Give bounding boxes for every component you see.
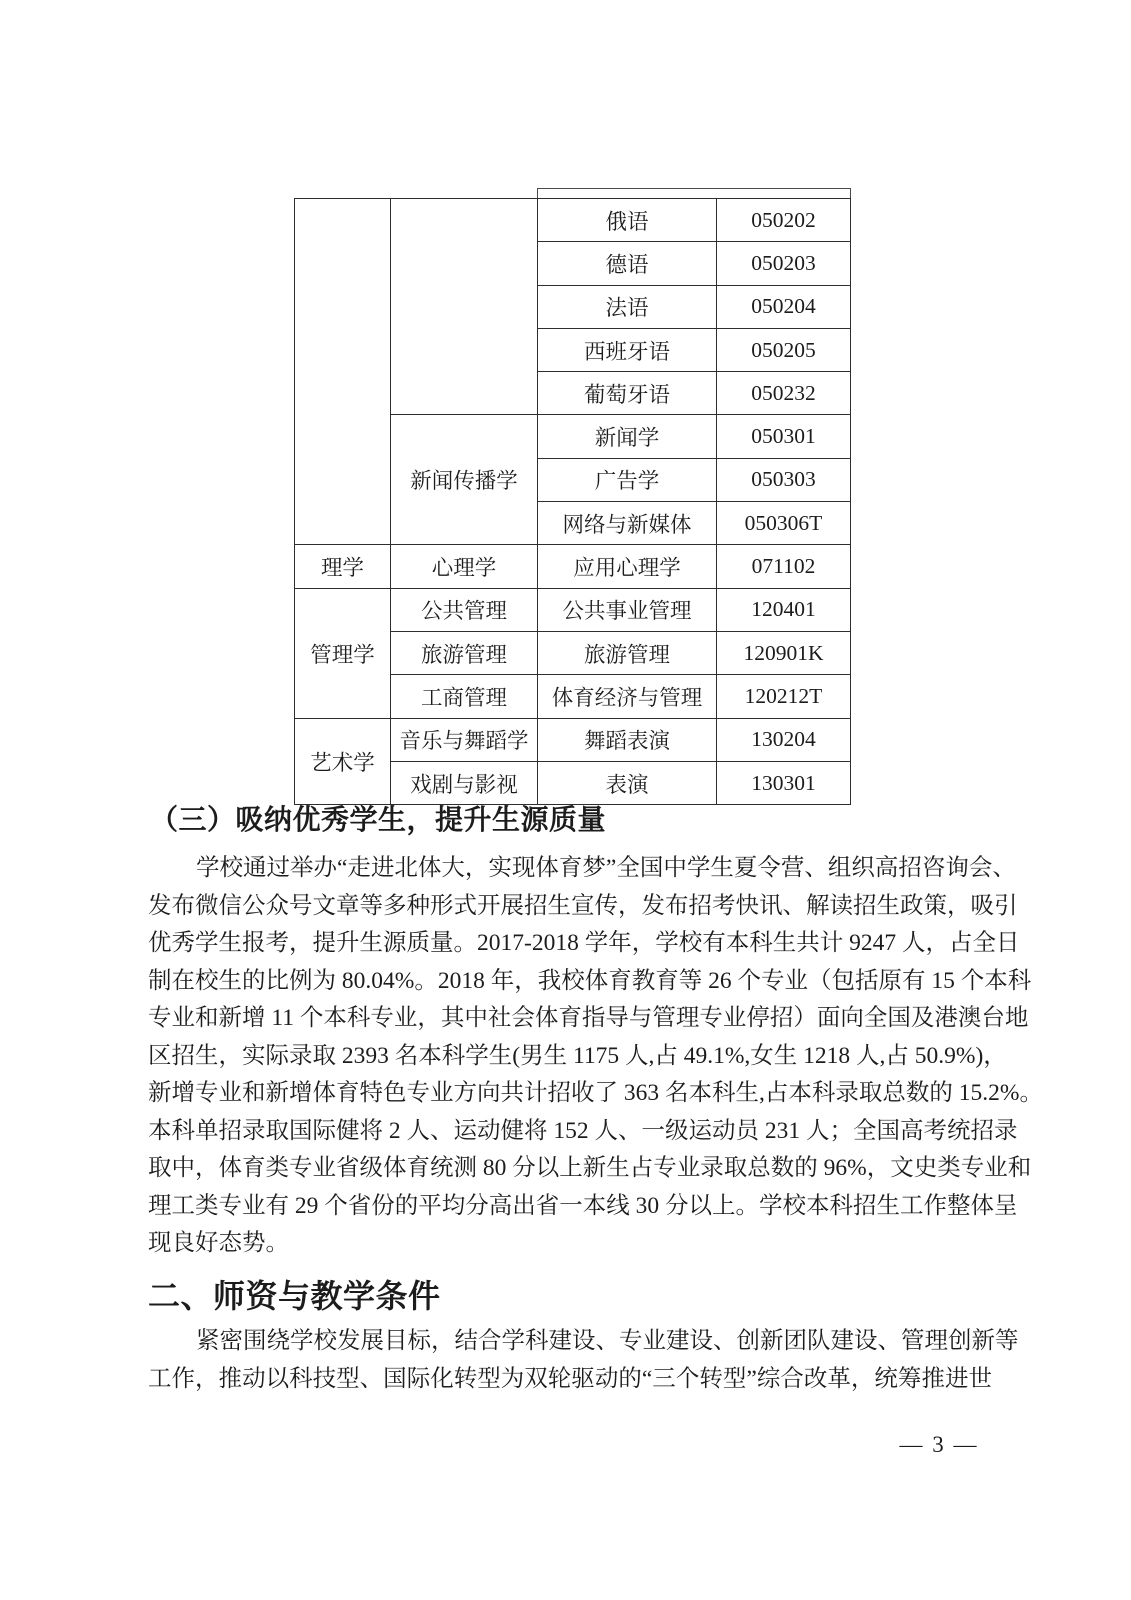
table-cell: 俄语 — [538, 199, 717, 242]
section-heading-enrollment: （三）吸纳优秀学生，提升生源质量 — [150, 804, 607, 835]
table-cell: 新闻学 — [538, 415, 717, 458]
table-cell: 071102 — [717, 545, 851, 588]
table-cell: 旅游管理 — [538, 631, 717, 674]
paragraph-line: 区招生，实际录取 2393 名本科学生(男生 1175 人,占 49.1%,女生 1218 人,占 50.9%)， — [148, 1042, 1007, 1069]
table-cell: 西班牙语 — [538, 328, 717, 371]
table-cell: 广告学 — [538, 458, 717, 501]
table-row — [295, 199, 851, 242]
table-cell: 050203 — [717, 242, 851, 285]
table-cell: 工商管理 — [391, 675, 538, 718]
table-row — [295, 588, 851, 631]
paragraph-line: 学校通过举办“走进北体大，实现体育梦”全国中学生夏令营、组织高招咨询会、 — [196, 855, 1016, 881]
table-cell: 120212T — [717, 675, 851, 718]
table-cell: 网络与新媒体 — [538, 502, 717, 545]
table-cell: 德语 — [538, 242, 717, 285]
table-cell: 管理学 — [295, 588, 391, 718]
table-cell: 050232 — [717, 372, 851, 415]
table-row — [295, 718, 851, 761]
table-cell: 新闻传播学 — [391, 415, 538, 545]
table-cell: 葡萄牙语 — [538, 372, 717, 415]
paragraph-line: 本科单招录取国际健将 2 人、运动健将 152 人、一级运动员 231 人；全国高考统招录 — [148, 1117, 1018, 1144]
table-cell: 旅游管理 — [391, 631, 538, 674]
paragraph-line: 制在校生的比例为 80.04%。2018 年，我校体育教育等 26 个专业（包括原有 15 个本科 — [148, 967, 1032, 994]
table-cell — [391, 199, 538, 415]
table-cell — [295, 199, 391, 545]
table-cell: 120401 — [717, 588, 851, 631]
table-cell: 应用心理学 — [538, 545, 717, 588]
paragraph-line: 工作，推动以科技型、国际化转型为双轮驱动的“三个转型”综合改革，统筹推进世 — [148, 1365, 992, 1392]
paragraph-line: 现良好态势。 — [148, 1230, 289, 1256]
table-cell: 130204 — [717, 718, 851, 761]
table-row — [295, 545, 851, 588]
paragraph-line: 优秀学生报考，提升生源质量。2017-2018 学年，学校有本科生共计 9247 人，占全日 — [148, 930, 1020, 956]
paragraph-line: 取中，体育类专业省级体育统测 80 分以上新生占专业录取总数的 96%，文史类专业和 — [148, 1155, 1032, 1181]
table-cell: 公共管理 — [391, 588, 538, 631]
paragraph-enrollment — [148, 850, 1043, 1263]
table-cell: 戏剧与影视 — [391, 761, 538, 804]
table-cell: 050204 — [717, 285, 851, 328]
chapter-heading-faculty: 二、师资与教学条件 — [148, 1278, 441, 1314]
table-cell: 050303 — [717, 458, 851, 501]
table-cell: 050301 — [717, 415, 851, 458]
paragraph-line: 理工类专业有 29 个省份的平均分高出省一本线 30 分以上。学校本科招生工作整体呈 — [148, 1192, 1018, 1219]
table-cell: 120901K — [717, 631, 851, 674]
page-number: — 3 — — [899, 1432, 979, 1457]
table-cell: 130301 — [717, 761, 851, 804]
table-cell: 050306T — [717, 502, 851, 545]
table-cell: 体育经济与管理 — [538, 675, 717, 718]
table-cell: 050202 — [717, 199, 851, 242]
paragraph-line: 新增专业和新增体育特色专业方向共计招收了 363 名本科生,占本科录取总数的 15.2%。 — [148, 1080, 1043, 1106]
table-cell: 法语 — [538, 285, 717, 328]
table-cell: 音乐与舞蹈学 — [391, 718, 538, 761]
majors-table-body — [295, 199, 851, 805]
paragraph-line: 紧密围绕学校发展目标，结合学科建设、专业建设、创新团队建设、管理创新等 — [196, 1328, 1019, 1354]
table-cell: 心理学 — [391, 545, 538, 588]
table-cell: 理学 — [295, 545, 391, 588]
table-cell: 公共事业管理 — [538, 588, 717, 631]
paragraph-line: 专业和新增 11 个本科专业，其中社会体育指导与管理专业停招）面向全国及港澳台地 — [148, 1005, 1029, 1031]
majors-table — [294, 198, 851, 805]
table-cell: 舞蹈表演 — [538, 718, 717, 761]
paragraph-line: 发布微信公众号文章等多种形式开展招生宣传，发布招考快讯、解读招生政策，吸引 — [148, 892, 1018, 919]
table-cell: 表演 — [538, 761, 717, 804]
paragraph-faculty — [148, 1323, 1019, 1398]
table-cell: 艺术学 — [295, 718, 391, 805]
table-cell: 050205 — [717, 328, 851, 371]
